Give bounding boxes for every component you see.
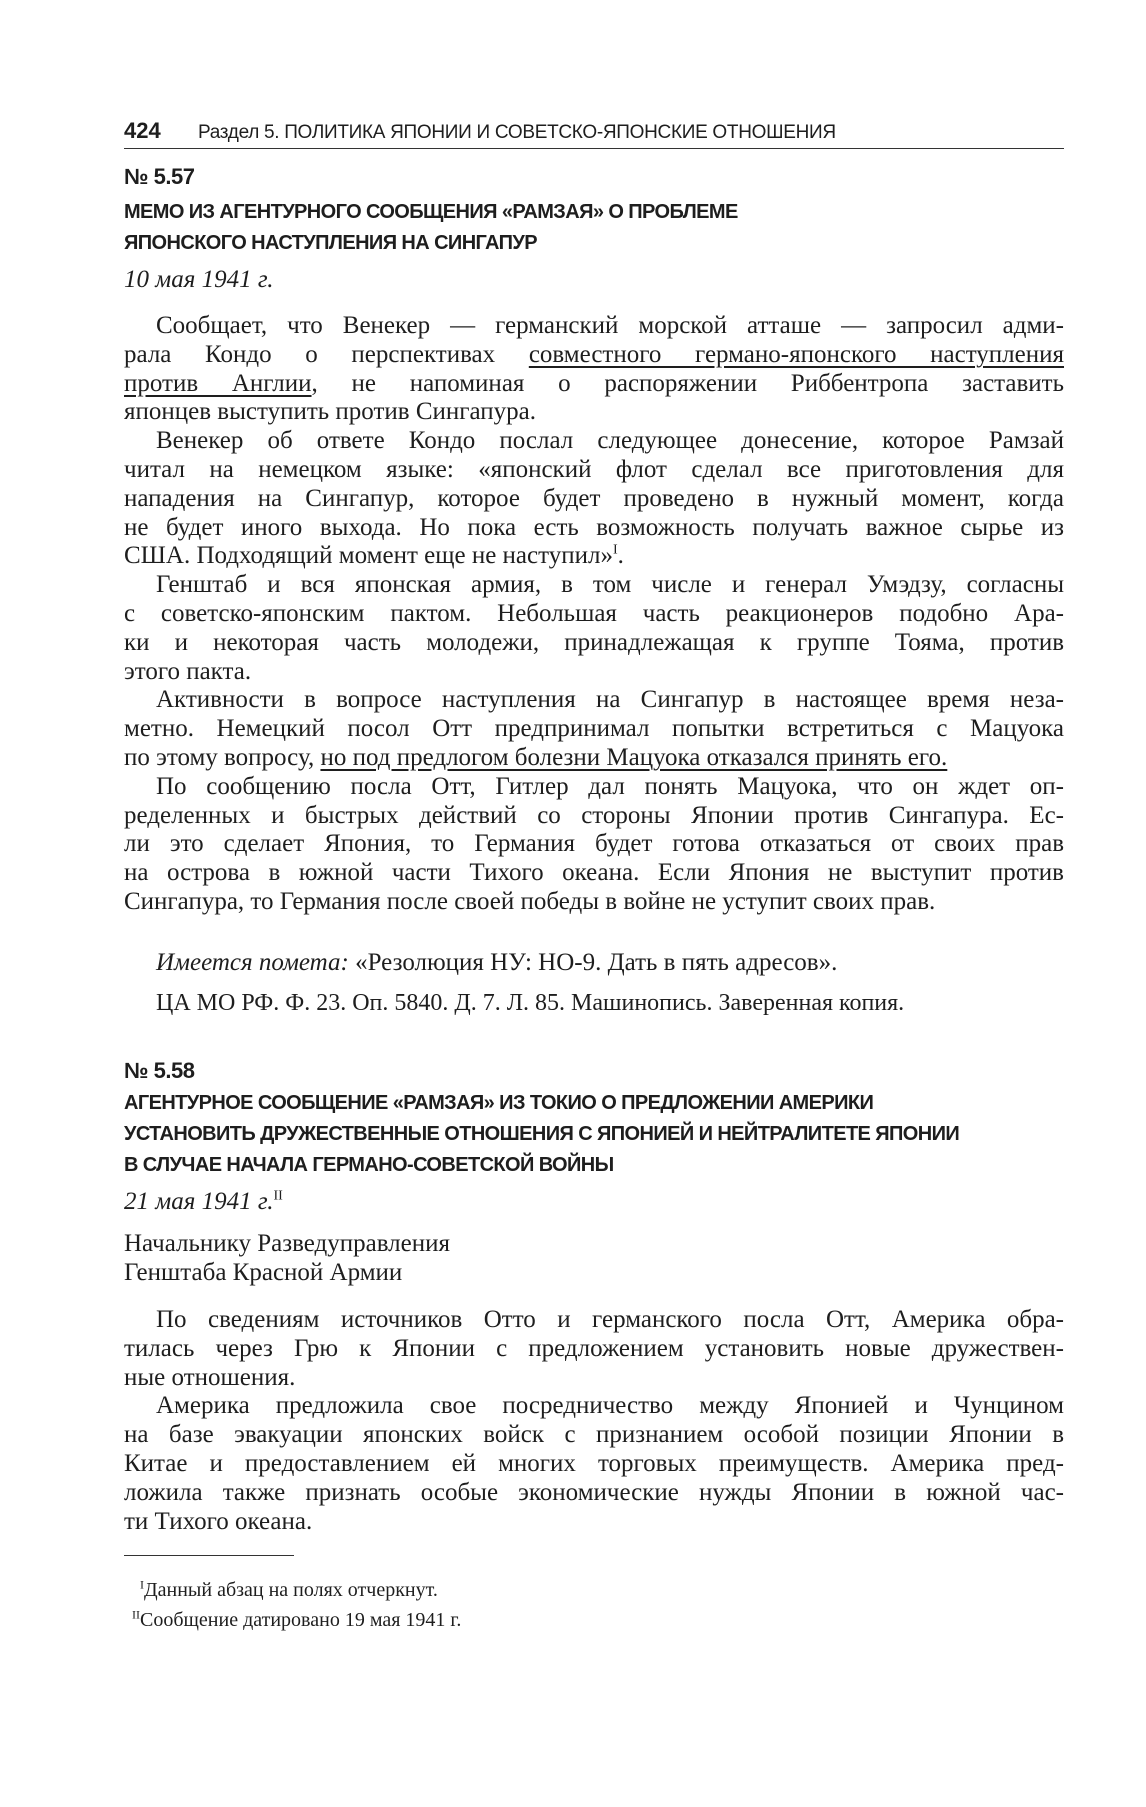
doc1-archive-ref: ЦА МО РФ. Ф. 23. Оп. 5840. Д. 7. Л. 85. Машинопись. Заверенная копия. [156,990,905,1016]
text-segment: Сингапура, то Германия после своей победы в войне не уступит своих прав. [124,887,936,915]
text-line [124,888,1064,917]
paragraph [124,312,1064,427]
text-segment: тилась через Грю к Японии с предложением установить новые дружествен- [124,1334,1064,1362]
text-line [124,686,1064,715]
paragraph [124,571,1064,686]
paragraph [124,427,1064,571]
text-segment: метно. Немецкий посол Отт предпринимал попытки встретиться с Мацуока [124,715,1064,743]
text-segment: По сообщению посла Отт, Гитлер дал понять Мацуока, что он ждет оп- [156,772,1064,800]
doc1-title [124,197,1064,259]
text-line [124,1306,1064,1335]
doc2-title [124,1088,1064,1181]
doc2-title-line: УСТАНОВИТЬ ДРУЖЕСТВЕННЫЕ ОТНОШЕНИЯ С ЯПОНИЕЙ И НЕЙТРАЛИТЕТЕ ЯПОНИИ [124,1123,960,1145]
paragraph [124,1392,1064,1536]
text-line [124,715,1064,744]
paragraph [124,686,1064,772]
footnote-ref: II [273,1188,283,1204]
underlined-text: против Англии [124,369,312,397]
text-segment: Венекер об ответе Кондо послал следующее донесение, которое Рамзай [156,427,1064,455]
doc2-body [124,1306,1064,1536]
text-segment: . [617,542,624,570]
annotation-text: «Резолюция НУ: НО-9. Дать в пять адресов». [348,949,838,976]
page-number: 424 [124,118,161,143]
text-line [124,456,1064,485]
text-line [124,312,1064,341]
addressee-line: Генштаба Красной Армии [124,1259,403,1286]
doc2-addressee [124,1229,1064,1287]
text-line [124,427,1064,456]
underlined-text: совместного германо-японского наступления [528,340,1065,368]
text-segment: по этому вопросу, [124,743,321,771]
text-line [124,859,1064,888]
text-segment: Америка предложила свое посредничество между Японией и Чунцином [156,1392,1064,1420]
text-line [124,629,1064,658]
text-line [124,1479,1064,1508]
footnote-mark: II [132,1607,140,1622]
annotation-label: Имеется помета: [156,949,349,976]
footnote-mark: I [140,1577,144,1592]
text-line [124,485,1064,514]
footnote-rule [124,1555,294,1556]
text-line [124,370,1064,399]
doc2-title-line: АГЕНТУРНОЕ СООБЩЕНИЕ «РАМЗАЯ» ИЗ ТОКИО О ПРЕДЛОЖЕНИИ АМЕРИКИ [124,1092,874,1114]
text-segment: , не напоминая о распоряжении Риббентропа заставить [311,369,1065,397]
doc1-annotation [124,948,1096,978]
text-segment: ти Тихого океана. [124,1507,313,1535]
doc1-body [124,312,1064,917]
text-line [124,744,1064,773]
text-segment: Генштаб и вся японская армия, в том числе и генерал Умэдзу, согласны [156,571,1064,599]
doc2-number: № 5.58 [124,1058,195,1083]
text-line [124,542,1064,571]
paragraph [124,1306,1064,1392]
footnote-ref: I [612,543,618,559]
text-segment: японцев выступить против Сингапура. [124,398,536,426]
text-line [124,1508,1064,1537]
doc1-date: 10 мая 1941 г. [124,266,274,293]
doc1-number: № 5.57 [124,164,195,189]
footnote-text: Сообщение датировано 19 мая 1941 г. [140,1609,462,1631]
text-segment: не будет иного выхода. Но пока есть возможность получать важное сырье из [124,513,1064,541]
text-segment: с советско-японским пактом. Небольшая часть реакционеров подобно Ара- [124,599,1064,627]
text-line [124,830,1064,859]
text-line [124,398,1064,427]
text-segment: нападения на Сингапур, которое будет проведено в нужный момент, когда [124,484,1064,512]
text-segment: ределенных и быстрых действий со стороны Японии против Сингапура. Ес- [124,801,1064,829]
text-line [124,341,1064,370]
footnote-text: Данный абзац на полях отчеркнут. [144,1579,438,1601]
text-segment: ли это сделает Япония, то Германия будет готова отказаться от своих прав [124,830,1064,858]
text-line [124,600,1064,629]
text-segment: США. Подходящий момент еще не наступил» [124,542,613,570]
text-line [124,658,1064,687]
footnote-1 [140,1575,438,1605]
doc2-date-text: 21 мая 1941 г. [124,1188,274,1215]
text-segment: Сообщает, что Венекер — германский морской атташе — запросил адми- [156,312,1064,339]
running-head: Раздел 5. ПОЛИТИКА ЯПОНИИ И СОВЕТСКО-ЯПОНСКИЕ ОТНОШЕНИЯ [198,122,836,143]
doc1-title-line: МЕМО ИЗ АГЕНТУРНОГО СООБЩЕНИЯ «РАМЗАЯ» О ПРОБЛЕМЕ [124,201,738,223]
text-line [124,1364,1064,1393]
text-segment: ки и некоторая часть молодежи, принадлежащая к группе Тояма, против [124,628,1064,656]
text-line [124,1421,1064,1450]
text-line [124,1335,1064,1364]
text-line [124,802,1064,831]
text-segment: Китае и предоставлением ей многих торговых преимуществ. Америка пред- [124,1449,1064,1477]
text-line [124,514,1064,543]
text-segment: этого пакта. [124,657,252,685]
underlined-text: но под предлогом болезни Мацуока отказался принять его. [320,743,948,771]
doc2-date [124,1188,1064,1216]
text-segment: По сведениям источников Отто и германского посла Отт, Америка обра- [156,1306,1064,1333]
text-line [124,571,1064,600]
doc1-title-line: ЯПОНСКОГО НАСТУПЛЕНИЯ НА СИНГАПУР [124,232,537,254]
text-line [124,1392,1064,1421]
footnote-2 [132,1605,461,1635]
text-segment: рала Кондо о перспективах [124,340,529,368]
paragraph [124,773,1064,917]
text-line [124,1450,1064,1479]
text-segment: ложила также признать особые экономические нужды Японии в южной час- [124,1478,1064,1506]
text-line [124,773,1064,802]
doc2-title-line: В СЛУЧАЕ НАЧАЛА ГЕРМАНО-СОВЕТСКОЙ ВОЙНЫ [124,1154,614,1176]
text-segment: Активности в вопросе наступления на Сингапур в настоящее время неза- [156,686,1064,714]
addressee-line: Начальнику Разведуправления [124,1230,451,1257]
text-segment: на острова в южной части Тихого океана. Если Япония не выступит против [124,859,1064,887]
text-segment: на базе эвакуации японских войск с признанием особой позиции Японии в [124,1421,1064,1449]
header-rule [124,148,1064,149]
text-segment: читал на немецком языке: «японский флот сделал все приготовления для [124,455,1064,483]
text-segment: ные отношения. [124,1363,296,1391]
